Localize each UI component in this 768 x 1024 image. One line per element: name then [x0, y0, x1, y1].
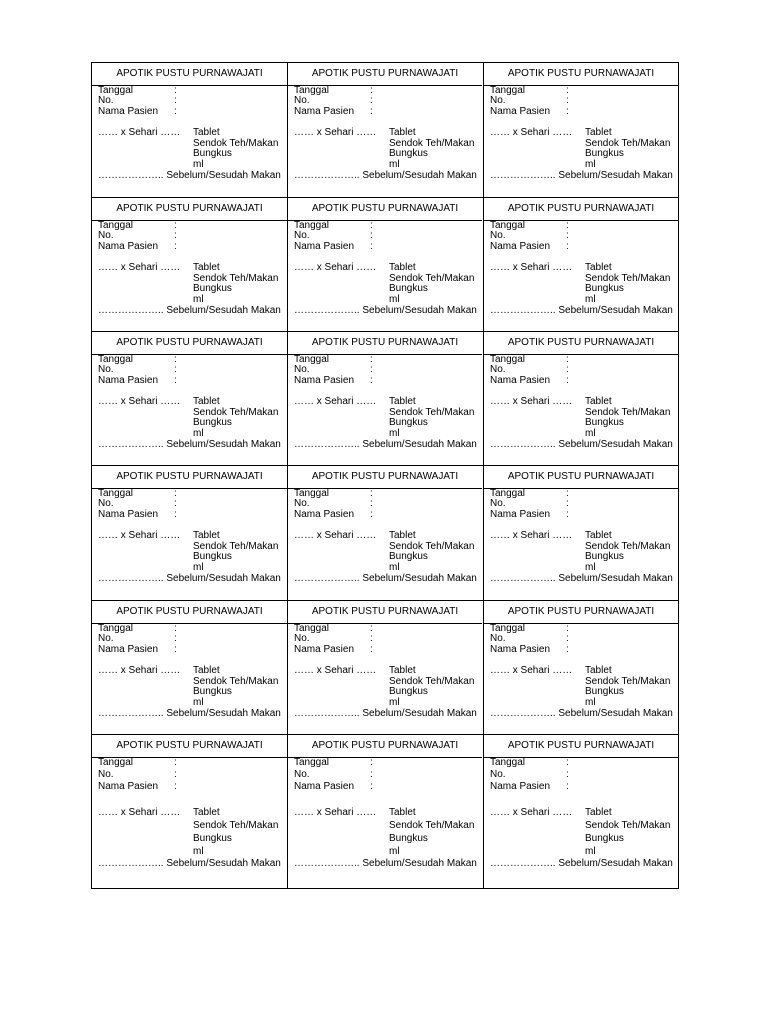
medicine-label — [92, 735, 287, 889]
medicine-label — [92, 601, 287, 735]
no-label: No. — [490, 95, 506, 106]
no-colon: : — [174, 498, 177, 509]
tanggal-colon: : — [370, 85, 373, 96]
unit-sendok: Sendok Teh/Makan — [389, 138, 475, 149]
label-body — [294, 85, 480, 197]
nama-pasien-label: Nama Pasien — [98, 241, 159, 252]
timing-line: ……………….. Sebelum/Sesudah Makan — [294, 170, 477, 181]
unit-bungkus: Bungkus — [193, 551, 232, 562]
nama-pasien-label: Nama Pasien — [98, 375, 159, 386]
timing-line: ……………….. Sebelum/Sesudah Makan — [98, 858, 281, 869]
tanggal-label: Tanggal — [98, 220, 134, 231]
nama-pasien-colon: : — [370, 375, 373, 386]
unit-bungkus: Bungkus — [193, 283, 232, 294]
nama-pasien-colon: : — [370, 644, 373, 655]
unit-ml: ml — [389, 428, 400, 439]
unit-bungkus: Bungkus — [585, 148, 624, 159]
nama-pasien-colon: : — [174, 644, 177, 655]
unit-bungkus: Bungkus — [585, 686, 624, 697]
timing-line: ……………….. Sebelum/Sesudah Makan — [490, 305, 673, 316]
label-body — [294, 354, 480, 466]
tanggal-label: Tanggal — [98, 488, 134, 499]
label-row — [92, 331, 678, 466]
unit-tablet: Tablet — [585, 262, 612, 273]
timing-line: ……………….. Sebelum/Sesudah Makan — [294, 305, 477, 316]
dose-line: …… x Sehari …… — [294, 262, 377, 273]
label-row — [92, 600, 678, 735]
tanggal-label: Tanggal — [98, 85, 134, 96]
nama-pasien-label: Nama Pasien — [490, 241, 551, 252]
label-row — [92, 734, 678, 889]
timing-line: ……………….. Sebelum/Sesudah Makan — [490, 170, 673, 181]
label-body — [490, 354, 676, 466]
tanggal-colon: : — [174, 623, 177, 634]
unit-ml: ml — [389, 697, 400, 708]
medicine-label — [287, 198, 482, 332]
unit-ml: ml — [193, 294, 204, 305]
medicine-label — [92, 466, 287, 601]
nama-pasien-colon: : — [174, 781, 177, 792]
no-label: No. — [294, 498, 310, 509]
tanggal-label: Tanggal — [294, 220, 330, 231]
tanggal-label: Tanggal — [294, 85, 330, 96]
timing-line: ……………….. Sebelum/Sesudah Makan — [490, 573, 673, 584]
no-label: No. — [98, 498, 114, 509]
tanggal-colon: : — [370, 757, 373, 768]
no-colon: : — [566, 498, 569, 509]
pharmacy-name: APOTIK PUSTU PURNAWAJATI — [288, 601, 482, 624]
dose-line: …… x Sehari …… — [98, 262, 181, 273]
unit-tablet: Tablet — [585, 665, 612, 676]
unit-bungkus: Bungkus — [193, 148, 232, 159]
unit-tablet: Tablet — [389, 127, 416, 138]
medicine-label — [483, 735, 678, 889]
unit-bungkus: Bungkus — [193, 686, 232, 697]
unit-bungkus: Bungkus — [585, 417, 624, 428]
nama-pasien-label: Nama Pasien — [294, 781, 355, 792]
no-colon: : — [174, 364, 177, 375]
no-colon: : — [174, 95, 177, 106]
nama-pasien-colon: : — [566, 781, 569, 792]
unit-bungkus: Bungkus — [389, 551, 428, 562]
tanggal-colon: : — [566, 85, 569, 96]
dose-line: …… x Sehari …… — [98, 127, 181, 138]
no-label: No. — [294, 230, 310, 241]
unit-tablet: Tablet — [193, 262, 220, 273]
tanggal-label: Tanggal — [490, 354, 526, 365]
unit-bungkus: Bungkus — [585, 551, 624, 562]
no-colon: : — [370, 230, 373, 241]
unit-tablet: Tablet — [193, 665, 220, 676]
nama-pasien-colon: : — [174, 509, 177, 520]
no-label: No. — [490, 364, 506, 375]
unit-tablet: Tablet — [389, 665, 416, 676]
dose-line: …… x Sehari …… — [98, 807, 181, 818]
nama-pasien-colon: : — [370, 106, 373, 117]
tanggal-label: Tanggal — [490, 488, 526, 499]
label-row — [92, 197, 678, 332]
unit-bungkus: Bungkus — [193, 417, 232, 428]
no-colon: : — [174, 769, 177, 780]
tanggal-label: Tanggal — [490, 757, 526, 768]
label-body — [490, 220, 676, 332]
unit-tablet: Tablet — [389, 262, 416, 273]
nama-pasien-label: Nama Pasien — [490, 106, 551, 117]
unit-ml: ml — [585, 159, 596, 170]
unit-ml: ml — [193, 846, 204, 857]
unit-ml: ml — [585, 697, 596, 708]
dose-line: …… x Sehari …… — [294, 396, 377, 407]
pharmacy-name: APOTIK PUSTU PURNAWAJATI — [92, 332, 287, 355]
no-label: No. — [294, 633, 310, 644]
timing-line: ……………….. Sebelum/Sesudah Makan — [294, 439, 477, 450]
medicine-label — [483, 601, 678, 735]
label-body — [294, 488, 480, 601]
tanggal-colon: : — [174, 85, 177, 96]
no-colon: : — [174, 633, 177, 644]
nama-pasien-colon: : — [174, 106, 177, 117]
unit-ml: ml — [193, 159, 204, 170]
nama-pasien-label: Nama Pasien — [98, 509, 159, 520]
timing-line: ……………….. Sebelum/Sesudah Makan — [98, 170, 281, 181]
tanggal-label: Tanggal — [294, 623, 330, 634]
unit-bungkus: Bungkus — [389, 833, 428, 844]
unit-tablet: Tablet — [585, 807, 612, 818]
unit-sendok: Sendok Teh/Makan — [585, 138, 671, 149]
label-body — [294, 220, 480, 332]
no-colon: : — [370, 498, 373, 509]
no-colon: : — [566, 633, 569, 644]
tanggal-colon: : — [566, 354, 569, 365]
nama-pasien-colon: : — [566, 509, 569, 520]
unit-sendok: Sendok Teh/Makan — [585, 820, 671, 831]
unit-ml: ml — [193, 697, 204, 708]
pharmacy-name: APOTIK PUSTU PURNAWAJATI — [288, 332, 482, 355]
tanggal-colon: : — [566, 623, 569, 634]
dose-line: …… x Sehari …… — [294, 665, 377, 676]
tanggal-label: Tanggal — [98, 354, 134, 365]
unit-bungkus: Bungkus — [389, 417, 428, 428]
dose-line: …… x Sehari …… — [490, 807, 573, 818]
nama-pasien-colon: : — [174, 375, 177, 386]
nama-pasien-label: Nama Pasien — [98, 644, 159, 655]
pharmacy-name: APOTIK PUSTU PURNAWAJATI — [92, 735, 287, 758]
tanggal-colon: : — [566, 220, 569, 231]
unit-ml: ml — [193, 562, 204, 573]
label-row — [92, 63, 678, 197]
tanggal-colon: : — [174, 220, 177, 231]
no-label: No. — [294, 95, 310, 106]
pharmacy-name: APOTIK PUSTU PURNAWAJATI — [92, 601, 287, 624]
tanggal-colon: : — [174, 354, 177, 365]
unit-tablet: Tablet — [585, 127, 612, 138]
tanggal-colon: : — [174, 757, 177, 768]
label-body — [98, 85, 285, 197]
unit-ml: ml — [585, 562, 596, 573]
label-sheet — [91, 62, 679, 889]
dose-line: …… x Sehari …… — [490, 396, 573, 407]
unit-ml: ml — [585, 294, 596, 305]
tanggal-label: Tanggal — [490, 220, 526, 231]
tanggal-colon: : — [566, 488, 569, 499]
timing-line: ……………….. Sebelum/Sesudah Makan — [294, 573, 477, 584]
unit-ml: ml — [585, 846, 596, 857]
timing-line: ……………….. Sebelum/Sesudah Makan — [98, 305, 281, 316]
medicine-label — [287, 63, 482, 197]
dose-line: …… x Sehari …… — [98, 396, 181, 407]
unit-tablet: Tablet — [193, 807, 220, 818]
no-colon: : — [370, 633, 373, 644]
unit-ml: ml — [389, 846, 400, 857]
unit-tablet: Tablet — [585, 530, 612, 541]
unit-sendok: Sendok Teh/Makan — [193, 820, 279, 831]
nama-pasien-colon: : — [174, 241, 177, 252]
nama-pasien-label: Nama Pasien — [294, 241, 355, 252]
unit-ml: ml — [389, 159, 400, 170]
nama-pasien-colon: : — [566, 241, 569, 252]
unit-bungkus: Bungkus — [193, 833, 232, 844]
no-label: No. — [294, 364, 310, 375]
tanggal-colon: : — [174, 488, 177, 499]
nama-pasien-label: Nama Pasien — [490, 375, 551, 386]
pharmacy-name: APOTIK PUSTU PURNAWAJATI — [484, 198, 678, 221]
pharmacy-name: APOTIK PUSTU PURNAWAJATI — [484, 63, 678, 86]
nama-pasien-label: Nama Pasien — [294, 106, 355, 117]
timing-line: ……………….. Sebelum/Sesudah Makan — [98, 708, 281, 719]
label-body — [294, 623, 480, 735]
tanggal-label: Tanggal — [294, 757, 330, 768]
label-body — [98, 623, 285, 735]
dose-line: …… x Sehari …… — [490, 665, 573, 676]
no-label: No. — [490, 633, 506, 644]
label-row — [92, 465, 678, 601]
medicine-label — [287, 466, 482, 601]
unit-sendok: Sendok Teh/Makan — [389, 407, 475, 418]
nama-pasien-colon: : — [566, 644, 569, 655]
label-body — [98, 354, 285, 466]
medicine-label — [287, 735, 482, 889]
nama-pasien-colon: : — [566, 106, 569, 117]
unit-sendok: Sendok Teh/Makan — [193, 407, 279, 418]
label-body — [98, 757, 285, 889]
unit-ml: ml — [193, 428, 204, 439]
tanggal-colon: : — [370, 623, 373, 634]
nama-pasien-label: Nama Pasien — [294, 375, 355, 386]
label-body — [98, 488, 285, 601]
timing-line: ……………….. Sebelum/Sesudah Makan — [490, 439, 673, 450]
label-body — [98, 220, 285, 332]
nama-pasien-label: Nama Pasien — [490, 509, 551, 520]
unit-sendok: Sendok Teh/Makan — [193, 138, 279, 149]
unit-tablet: Tablet — [389, 807, 416, 818]
dose-line: …… x Sehari …… — [294, 530, 377, 541]
no-label: No. — [98, 95, 114, 106]
pharmacy-name: APOTIK PUSTU PURNAWAJATI — [484, 735, 678, 758]
nama-pasien-colon: : — [370, 241, 373, 252]
pharmacy-name: APOTIK PUSTU PURNAWAJATI — [484, 601, 678, 624]
medicine-label — [287, 332, 482, 466]
no-label: No. — [490, 769, 506, 780]
no-colon: : — [370, 364, 373, 375]
unit-tablet: Tablet — [389, 396, 416, 407]
tanggal-label: Tanggal — [98, 623, 134, 634]
no-label: No. — [98, 364, 114, 375]
pharmacy-name: APOTIK PUSTU PURNAWAJATI — [288, 198, 482, 221]
unit-sendok: Sendok Teh/Makan — [585, 273, 671, 284]
unit-sendok: Sendok Teh/Makan — [389, 676, 475, 687]
dose-line: …… x Sehari …… — [98, 665, 181, 676]
no-label: No. — [294, 769, 310, 780]
label-body — [490, 85, 676, 197]
unit-sendok: Sendok Teh/Makan — [585, 541, 671, 552]
pharmacy-name: APOTIK PUSTU PURNAWAJATI — [288, 466, 482, 489]
pharmacy-name: APOTIK PUSTU PURNAWAJATI — [92, 63, 287, 86]
tanggal-colon: : — [370, 220, 373, 231]
unit-ml: ml — [389, 562, 400, 573]
tanggal-label: Tanggal — [98, 757, 134, 768]
unit-tablet: Tablet — [193, 396, 220, 407]
nama-pasien-colon: : — [566, 375, 569, 386]
label-body — [490, 488, 676, 601]
unit-sendok: Sendok Teh/Makan — [389, 541, 475, 552]
medicine-label — [483, 332, 678, 466]
tanggal-colon: : — [370, 488, 373, 499]
tanggal-colon: : — [370, 354, 373, 365]
nama-pasien-label: Nama Pasien — [98, 106, 159, 117]
pharmacy-name: APOTIK PUSTU PURNAWAJATI — [92, 198, 287, 221]
unit-sendok: Sendok Teh/Makan — [585, 676, 671, 687]
pharmacy-name: APOTIK PUSTU PURNAWAJATI — [484, 332, 678, 355]
medicine-label — [483, 198, 678, 332]
nama-pasien-label: Nama Pasien — [294, 644, 355, 655]
nama-pasien-label: Nama Pasien — [294, 509, 355, 520]
nama-pasien-label: Nama Pasien — [490, 644, 551, 655]
unit-tablet: Tablet — [389, 530, 416, 541]
no-label: No. — [490, 230, 506, 241]
no-colon: : — [174, 230, 177, 241]
pharmacy-name: APOTIK PUSTU PURNAWAJATI — [288, 735, 482, 758]
tanggal-colon: : — [566, 757, 569, 768]
nama-pasien-colon: : — [370, 781, 373, 792]
dose-line: …… x Sehari …… — [490, 127, 573, 138]
unit-bungkus: Bungkus — [389, 148, 428, 159]
tanggal-label: Tanggal — [490, 85, 526, 96]
unit-ml: ml — [389, 294, 400, 305]
medicine-label — [483, 466, 678, 601]
unit-tablet: Tablet — [193, 530, 220, 541]
tanggal-label: Tanggal — [490, 623, 526, 634]
medicine-label — [92, 198, 287, 332]
no-colon: : — [566, 364, 569, 375]
nama-pasien-label: Nama Pasien — [98, 781, 159, 792]
medicine-label — [287, 601, 482, 735]
label-body — [294, 757, 480, 889]
unit-bungkus: Bungkus — [389, 686, 428, 697]
timing-line: ……………….. Sebelum/Sesudah Makan — [294, 858, 477, 869]
no-colon: : — [370, 769, 373, 780]
dose-line: …… x Sehari …… — [490, 530, 573, 541]
no-label: No. — [98, 230, 114, 241]
unit-ml: ml — [585, 428, 596, 439]
tanggal-label: Tanggal — [294, 354, 330, 365]
pharmacy-name: APOTIK PUSTU PURNAWAJATI — [484, 466, 678, 489]
label-body — [490, 757, 676, 889]
unit-bungkus: Bungkus — [585, 833, 624, 844]
unit-sendok: Sendok Teh/Makan — [193, 676, 279, 687]
label-body — [490, 623, 676, 735]
unit-sendok: Sendok Teh/Makan — [389, 820, 475, 831]
no-label: No. — [490, 498, 506, 509]
dose-line: …… x Sehari …… — [294, 127, 377, 138]
nama-pasien-colon: : — [370, 509, 373, 520]
medicine-label — [483, 63, 678, 197]
timing-line: ……………….. Sebelum/Sesudah Makan — [98, 439, 281, 450]
unit-sendok: Sendok Teh/Makan — [193, 273, 279, 284]
medicine-label — [92, 332, 287, 466]
dose-line: …… x Sehari …… — [98, 530, 181, 541]
unit-sendok: Sendok Teh/Makan — [193, 541, 279, 552]
unit-sendok: Sendok Teh/Makan — [585, 407, 671, 418]
unit-bungkus: Bungkus — [389, 283, 428, 294]
pharmacy-name: APOTIK PUSTU PURNAWAJATI — [288, 63, 482, 86]
medicine-label — [92, 63, 287, 197]
dose-line: …… x Sehari …… — [294, 807, 377, 818]
unit-tablet: Tablet — [585, 396, 612, 407]
unit-sendok: Sendok Teh/Makan — [389, 273, 475, 284]
timing-line: ……………….. Sebelum/Sesudah Makan — [490, 708, 673, 719]
unit-tablet: Tablet — [193, 127, 220, 138]
nama-pasien-label: Nama Pasien — [490, 781, 551, 792]
pharmacy-name: APOTIK PUSTU PURNAWAJATI — [92, 466, 287, 489]
timing-line: ……………….. Sebelum/Sesudah Makan — [490, 858, 673, 869]
no-label: No. — [98, 769, 114, 780]
tanggal-label: Tanggal — [294, 488, 330, 499]
no-colon: : — [566, 769, 569, 780]
unit-bungkus: Bungkus — [585, 283, 624, 294]
timing-line: ……………….. Sebelum/Sesudah Makan — [294, 708, 477, 719]
timing-line: ……………….. Sebelum/Sesudah Makan — [98, 573, 281, 584]
no-label: No. — [98, 633, 114, 644]
dose-line: …… x Sehari …… — [490, 262, 573, 273]
no-colon: : — [566, 230, 569, 241]
no-colon: : — [566, 95, 569, 106]
no-colon: : — [370, 95, 373, 106]
